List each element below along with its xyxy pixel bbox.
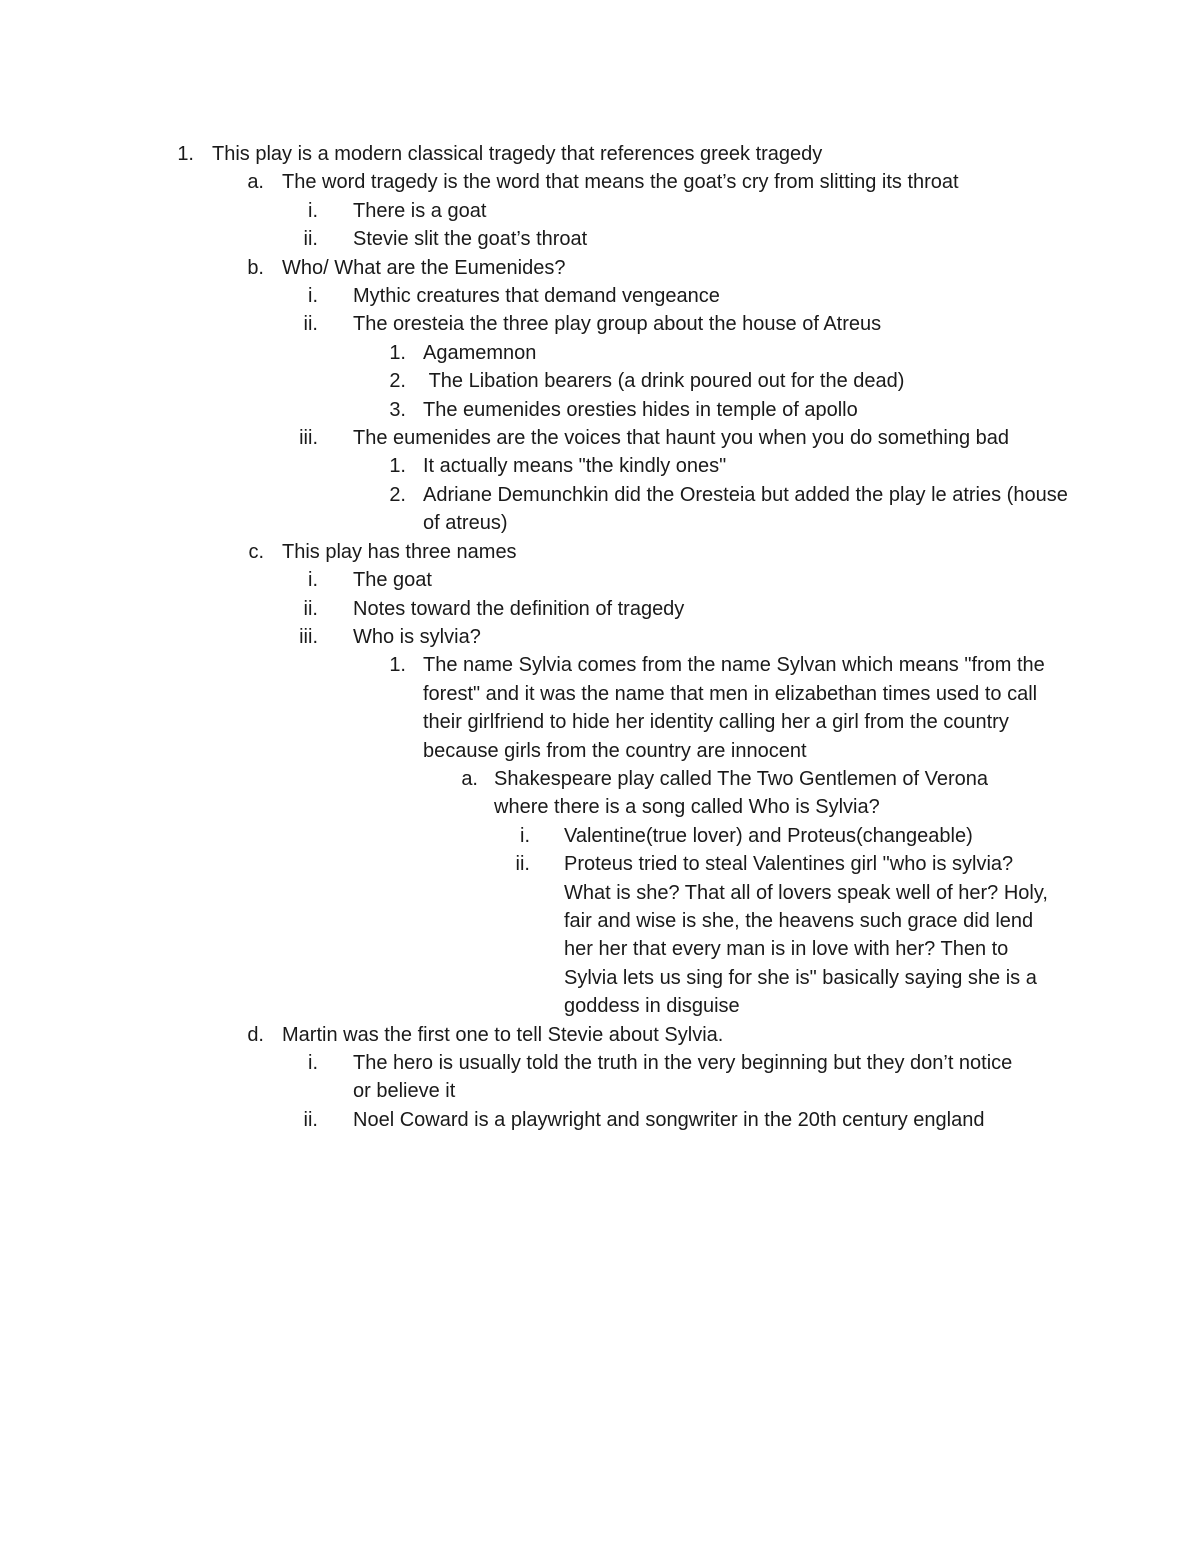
list-item-text: Who is sylvia?	[353, 625, 481, 648]
list-item	[0, 452, 1200, 480]
list-item-text: Who/ What are the Eumenides?	[282, 256, 566, 279]
list-marker: b.	[247, 256, 264, 279]
list-item	[0, 1049, 1200, 1106]
list-item	[0, 310, 1200, 338]
list-item	[0, 254, 1200, 282]
list-item	[0, 339, 1200, 367]
list-marker: 2.	[389, 483, 406, 506]
list-marker: i.	[308, 569, 318, 592]
list-item-text: The eumenides oresties hides in temple of apollo	[423, 398, 858, 421]
list-marker: ii.	[515, 853, 530, 876]
list-item	[0, 197, 1200, 225]
list-item-text: Adriane Demunchkin did the Oresteia but added the play le atries (house of atreus)	[423, 483, 1068, 535]
list-item-text: The hero is usually told the truth in the very beginning but they don’t notice or believe it	[353, 1052, 1013, 1103]
list-item	[0, 1021, 1200, 1049]
list-item-text: Notes toward the definition of tragedy	[353, 597, 685, 620]
list-item	[0, 168, 1200, 196]
list-item	[0, 1106, 1200, 1134]
list-item-text: Martin was the first one to tell Stevie about Sylvia.	[282, 1023, 724, 1046]
list-item	[0, 850, 1200, 1020]
list-item	[0, 566, 1200, 594]
list-item-text: The name Sylvia comes from the name Sylvan which means "from the forest" and it was the name that men in elizabethan times used to call their girlfriend to hide her identity calling her a girl from the country because girls from the country are innocent	[423, 654, 1045, 762]
list-item-text: Noel Coward is a playwright and songwriter in the 20th century england	[353, 1108, 985, 1131]
list-item-text: Proteus tried to steal Valentines girl "who is sylvia? What is she? That all of lovers speak well of her? Holy, fair and wise is she, the heavens such grace did lend her her that every man is in love with her? Then to Sylvia lets us sing for she is" basically saying she is a goddess in disguise	[564, 853, 1048, 1018]
notes-outline	[0, 140, 1200, 1134]
list-marker: 1.	[389, 455, 406, 478]
list-item-text: The word tragedy is the word that means the goat’s cry from slitting its throat	[282, 171, 959, 194]
list-marker: i.	[308, 285, 318, 308]
list-marker: 2.	[389, 370, 406, 393]
list-item-text: The eumenides are the voices that haunt you when you do something bad	[353, 427, 1009, 450]
list-marker: 1.	[389, 654, 406, 677]
list-item	[0, 623, 1200, 651]
list-item-text: Agamemnon	[423, 341, 537, 364]
list-item	[0, 367, 1200, 395]
list-item	[0, 765, 1200, 822]
list-marker: d.	[247, 1023, 264, 1046]
list-marker: 1.	[177, 143, 194, 165]
list-item-text: Shakespeare play called The Two Gentlemen of Verona where there is a song called Who is Sylvia?	[494, 767, 989, 819]
list-marker: ii.	[303, 1108, 318, 1131]
list-item	[0, 538, 1200, 566]
list-item-text: The oresteia the three play group about the house of Atreus	[353, 313, 882, 336]
list-item-text: Valentine(true lover) and Proteus(changeable)	[564, 824, 973, 847]
list-item-text: The Libation bearers (a drink poured out for the dead)	[423, 370, 905, 393]
list-marker: iii.	[299, 427, 318, 450]
list-marker: 1.	[389, 341, 406, 364]
list-item	[0, 481, 1200, 538]
list-item-text: This play has three names	[282, 540, 517, 563]
list-item	[0, 424, 1200, 452]
list-item-text: There is a goat	[353, 199, 487, 222]
list-marker: a.	[247, 171, 264, 194]
list-marker: ii.	[303, 313, 318, 336]
list-item	[0, 282, 1200, 310]
list-marker: 3.	[389, 398, 406, 421]
list-marker: iii.	[299, 625, 318, 648]
list-item	[0, 822, 1200, 850]
list-item	[0, 595, 1200, 623]
list-marker: c.	[248, 540, 264, 563]
list-marker: ii.	[303, 228, 318, 251]
list-marker: i.	[308, 1052, 318, 1074]
list-marker: ii.	[303, 597, 318, 620]
list-marker: i.	[520, 824, 530, 847]
list-item-text: The goat	[353, 569, 432, 592]
list-item	[0, 651, 1200, 765]
list-item	[0, 396, 1200, 424]
list-item-text: Mythic creatures that demand vengeance	[353, 285, 720, 308]
list-item-text: This play is a modern classical tragedy that references greek tragedy	[212, 143, 823, 165]
list-item-text: It actually means "the kindly ones"	[423, 455, 727, 478]
list-item	[0, 225, 1200, 253]
list-marker: a.	[461, 767, 478, 790]
list-marker: i.	[308, 199, 318, 222]
list-item-text: Stevie slit the goat’s throat	[353, 228, 588, 251]
list-item	[0, 140, 1200, 168]
